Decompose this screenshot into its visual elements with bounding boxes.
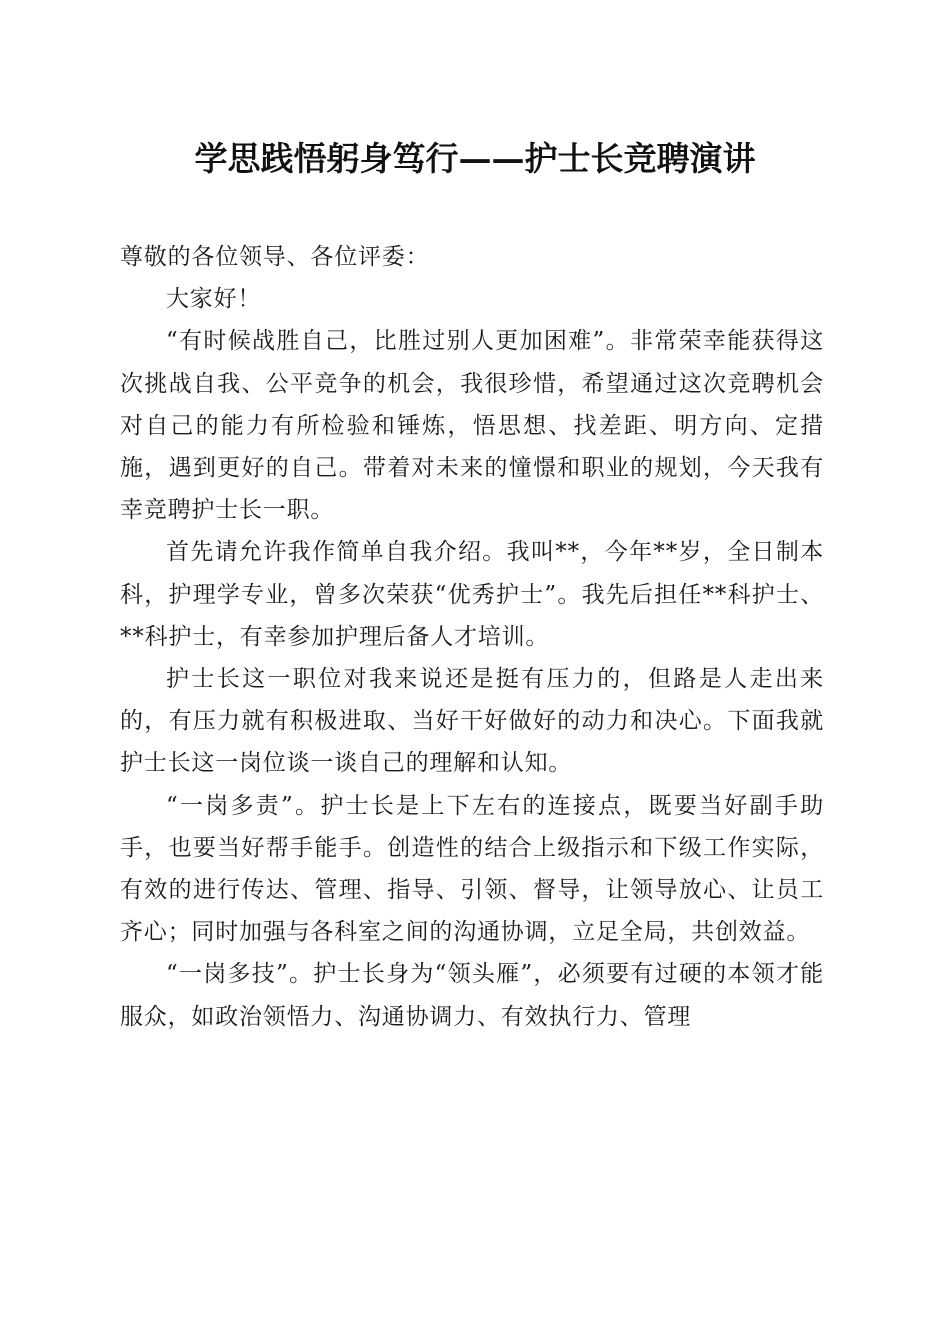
paragraph-multiple-duties: “一岗多责”。护士长是上下左右的连接点，既要当好副手助手，也要当好帮手能手。创造性的结合上级指示和下级工作实际，有效的进行传达、管理、指导、引领、督导，让领导放心、让员工齐心；同时加强与各科室之间的沟通协调，立足全局，共创效益。: [120, 792, 824, 946]
paragraph-position-understanding: 护士长这一职位对我来说还是挺有压力的，但路是人走出来的，有压力就有积极进取、当好干好做好的动力和决心。下面我就护士长这一岗位谈一谈自己的理解和认知。: [120, 666, 824, 777]
document-body: [120, 236, 824, 1038]
document-title: 学思践悟躬身笃行——护士长竞聘演讲: [194, 139, 756, 178]
paragraph-self-introduction: 首先请允许我作简单自我介绍。我叫**，今年**岁，全日制本科，护理学专业，曾多次荣获“优秀护士”。我先后担任**科护士、**科护士，有幸参加护理后备人才培训。: [120, 539, 824, 650]
salutation: 尊敬的各位领导、各位评委：: [120, 244, 430, 270]
paragraph-intro: “有时候战胜自己，比胜过别人更加困难”。非常荣幸能获得这次挑战自我、公平竞争的机会，我很珍惜，希望通过这次竞聘机会对自己的能力有所检验和锤炼，悟思想、找差距、明方向、定措施，遇到更好的自己。带着对未来的憧憬和职业的规划，今天我有幸竞聘护士长一职。: [120, 328, 824, 524]
paragraph-multiple-skills: “一岗多技”。护士长身为“领头雁”，必须要有过硬的本领才能服众，如政治领悟力、沟通协调力、有效执行力、管理: [120, 961, 824, 1030]
greeting: 大家好！: [166, 286, 262, 313]
